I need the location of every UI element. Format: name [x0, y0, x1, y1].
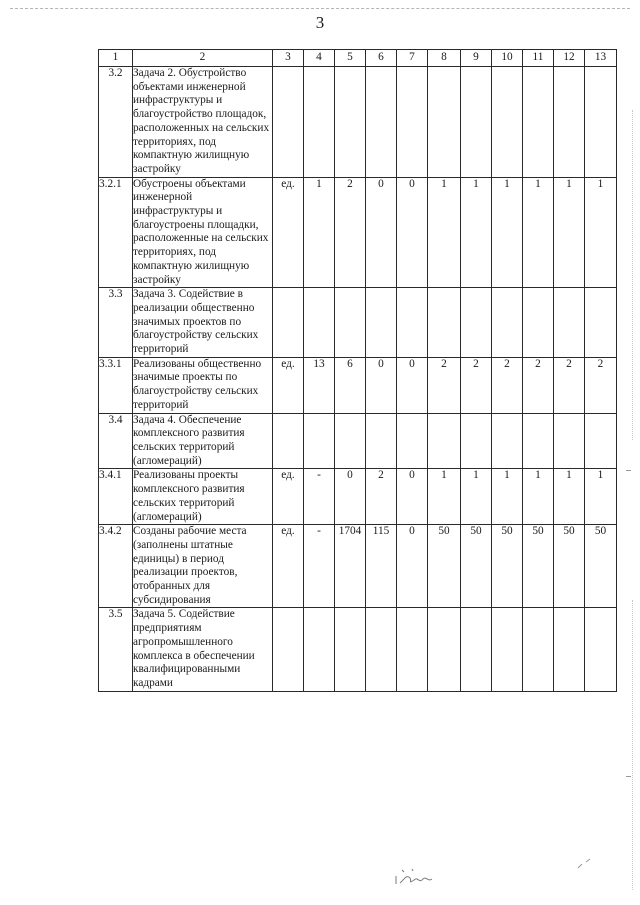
row-number: 3.4.1 [99, 469, 133, 525]
column-header-9: 9 [461, 50, 492, 67]
row-value-col-5 [335, 67, 366, 178]
row-value-col-9 [461, 608, 492, 691]
column-header-8: 8 [428, 50, 461, 67]
row-value-col-9: 50 [461, 525, 492, 608]
row-value-col-8: 50 [428, 525, 461, 608]
row-value-col-9: 2 [461, 357, 492, 413]
row-unit [273, 608, 304, 691]
row-value-col-10: 2 [492, 357, 523, 413]
row-value-col-7: 0 [397, 357, 428, 413]
row-value-col-4: 13 [304, 357, 335, 413]
row-value-col-12 [554, 67, 585, 178]
row-value-col-4: 1 [304, 177, 335, 288]
row-value-col-5: 2 [335, 177, 366, 288]
row-value-col-7 [397, 413, 428, 469]
row-value-col-6 [366, 67, 397, 178]
row-value-col-12: 2 [554, 357, 585, 413]
row-value-col-11: 1 [523, 177, 554, 288]
row-value-col-6: 0 [366, 357, 397, 413]
scan-edge-mark [632, 600, 636, 890]
row-value-col-6: 0 [366, 177, 397, 288]
row-value-col-9 [461, 413, 492, 469]
row-value-col-10 [492, 608, 523, 691]
row-value-col-8: 2 [428, 357, 461, 413]
row-description: Обустроены объектами инженерной инфраструктуры и благоустроены площадки, расположенные на сельских территориях, под компактную жилищную застройку [133, 177, 273, 288]
row-number: 3.2.1 [99, 177, 133, 288]
row-value-col-10: 50 [492, 525, 523, 608]
row-value-col-11 [523, 413, 554, 469]
table-row [99, 67, 617, 178]
row-value-col-11: 1 [523, 469, 554, 525]
row-unit [273, 67, 304, 178]
column-header-1: 1 [99, 50, 133, 67]
row-value-col-8 [428, 608, 461, 691]
row-value-col-6 [366, 608, 397, 691]
column-header-11: 11 [523, 50, 554, 67]
row-value-col-12 [554, 413, 585, 469]
row-value-col-6: 2 [366, 469, 397, 525]
row-number: 3.3 [99, 288, 133, 358]
stray-mark [576, 856, 600, 870]
row-value-col-6 [366, 288, 397, 358]
row-value-col-11 [523, 288, 554, 358]
row-value-col-7 [397, 67, 428, 178]
column-header-5: 5 [335, 50, 366, 67]
row-value-col-13: 1 [585, 177, 617, 288]
row-unit: ед. [273, 469, 304, 525]
row-description: Задача 5. Содействие предприятиям агропромышленного комплекса в обеспечении квалифицированными кадрами [133, 608, 273, 691]
scan-edge-mark [632, 110, 636, 440]
row-value-col-8 [428, 413, 461, 469]
row-value-col-4 [304, 67, 335, 178]
row-description: Задача 4. Обеспечение комплексного развития сельских территорий (агломераций) [133, 413, 273, 469]
row-unit [273, 413, 304, 469]
row-value-col-4: - [304, 469, 335, 525]
column-header-12: 12 [554, 50, 585, 67]
signature-mark [388, 866, 448, 890]
row-value-col-10: 1 [492, 177, 523, 288]
row-value-col-13 [585, 413, 617, 469]
row-value-col-7: 0 [397, 525, 428, 608]
row-value-col-7: 0 [397, 469, 428, 525]
row-value-col-10 [492, 67, 523, 178]
row-description: Задача 3. Содействие в реализации общественно значимых проектов по благоустройству сельских территорий [133, 288, 273, 358]
row-value-col-10: 1 [492, 469, 523, 525]
row-value-col-5: 1704 [335, 525, 366, 608]
row-value-col-4 [304, 288, 335, 358]
row-value-col-11 [523, 608, 554, 691]
row-value-col-12: 50 [554, 525, 585, 608]
row-value-col-11 [523, 67, 554, 178]
row-value-col-5 [335, 413, 366, 469]
row-value-col-6: 115 [366, 525, 397, 608]
row-number: 3.4 [99, 413, 133, 469]
row-value-col-11: 50 [523, 525, 554, 608]
row-unit: ед. [273, 177, 304, 288]
row-value-col-12 [554, 608, 585, 691]
column-header-6: 6 [366, 50, 397, 67]
row-description: Созданы рабочие места (заполнены штатные единицы) в период реализации проектов, отобранных для субсидирования [133, 525, 273, 608]
row-unit [273, 288, 304, 358]
row-unit: ед. [273, 525, 304, 608]
row-number: 3.2 [99, 67, 133, 178]
row-value-col-7 [397, 608, 428, 691]
row-value-col-4 [304, 413, 335, 469]
row-value-col-9: 1 [461, 469, 492, 525]
row-description: Задача 2. Обустройство объектами инженерной инфраструктуры и благоустройство площадок, расположенных на сельских территориях, под компактную жилищную застройку [133, 67, 273, 178]
row-value-col-6 [366, 413, 397, 469]
row-number: 3.5 [99, 608, 133, 691]
row-description: Реализованы общественно значимые проекты по благоустройству сельских территорий [133, 357, 273, 413]
row-value-col-7 [397, 288, 428, 358]
row-description: Реализованы проекты комплексного развития сельских территорий (агломераций) [133, 469, 273, 525]
row-value-col-12: 1 [554, 469, 585, 525]
column-header-7: 7 [397, 50, 428, 67]
column-header-4: 4 [304, 50, 335, 67]
row-value-col-5 [335, 608, 366, 691]
row-unit: ед. [273, 357, 304, 413]
table-row [99, 525, 617, 608]
row-value-col-9 [461, 67, 492, 178]
row-value-col-13 [585, 67, 617, 178]
column-header-2: 2 [133, 50, 273, 67]
table-row [99, 413, 617, 469]
row-value-col-5: 6 [335, 357, 366, 413]
table-body [99, 67, 617, 692]
margin-tick [626, 776, 631, 777]
column-header-10: 10 [492, 50, 523, 67]
top-dashed-rule [10, 8, 630, 9]
table-row [99, 357, 617, 413]
table-row [99, 608, 617, 691]
row-value-col-13: 1 [585, 469, 617, 525]
row-value-col-13: 50 [585, 525, 617, 608]
row-value-col-10 [492, 413, 523, 469]
row-value-col-5: 0 [335, 469, 366, 525]
row-value-col-4 [304, 608, 335, 691]
column-header-3: 3 [273, 50, 304, 67]
page-number: 3 [315, 13, 325, 32]
row-value-col-13 [585, 288, 617, 358]
row-number: 3.4.2 [99, 525, 133, 608]
row-value-col-9: 1 [461, 177, 492, 288]
table-row [99, 288, 617, 358]
table-row [99, 177, 617, 288]
table-row [99, 469, 617, 525]
row-value-col-7: 0 [397, 177, 428, 288]
row-number: 3.3.1 [99, 357, 133, 413]
row-value-col-11: 2 [523, 357, 554, 413]
row-value-col-12: 1 [554, 177, 585, 288]
row-value-col-12 [554, 288, 585, 358]
row-value-col-8: 1 [428, 177, 461, 288]
row-value-col-4: - [304, 525, 335, 608]
row-value-col-9 [461, 288, 492, 358]
indicators-table [98, 49, 617, 692]
row-value-col-10 [492, 288, 523, 358]
row-value-col-5 [335, 288, 366, 358]
margin-tick [626, 470, 631, 471]
row-value-col-8 [428, 288, 461, 358]
row-value-col-8: 1 [428, 469, 461, 525]
row-value-col-8 [428, 67, 461, 178]
row-value-col-13: 2 [585, 357, 617, 413]
header-row [99, 50, 617, 67]
column-header-13: 13 [585, 50, 617, 67]
row-value-col-13 [585, 608, 617, 691]
